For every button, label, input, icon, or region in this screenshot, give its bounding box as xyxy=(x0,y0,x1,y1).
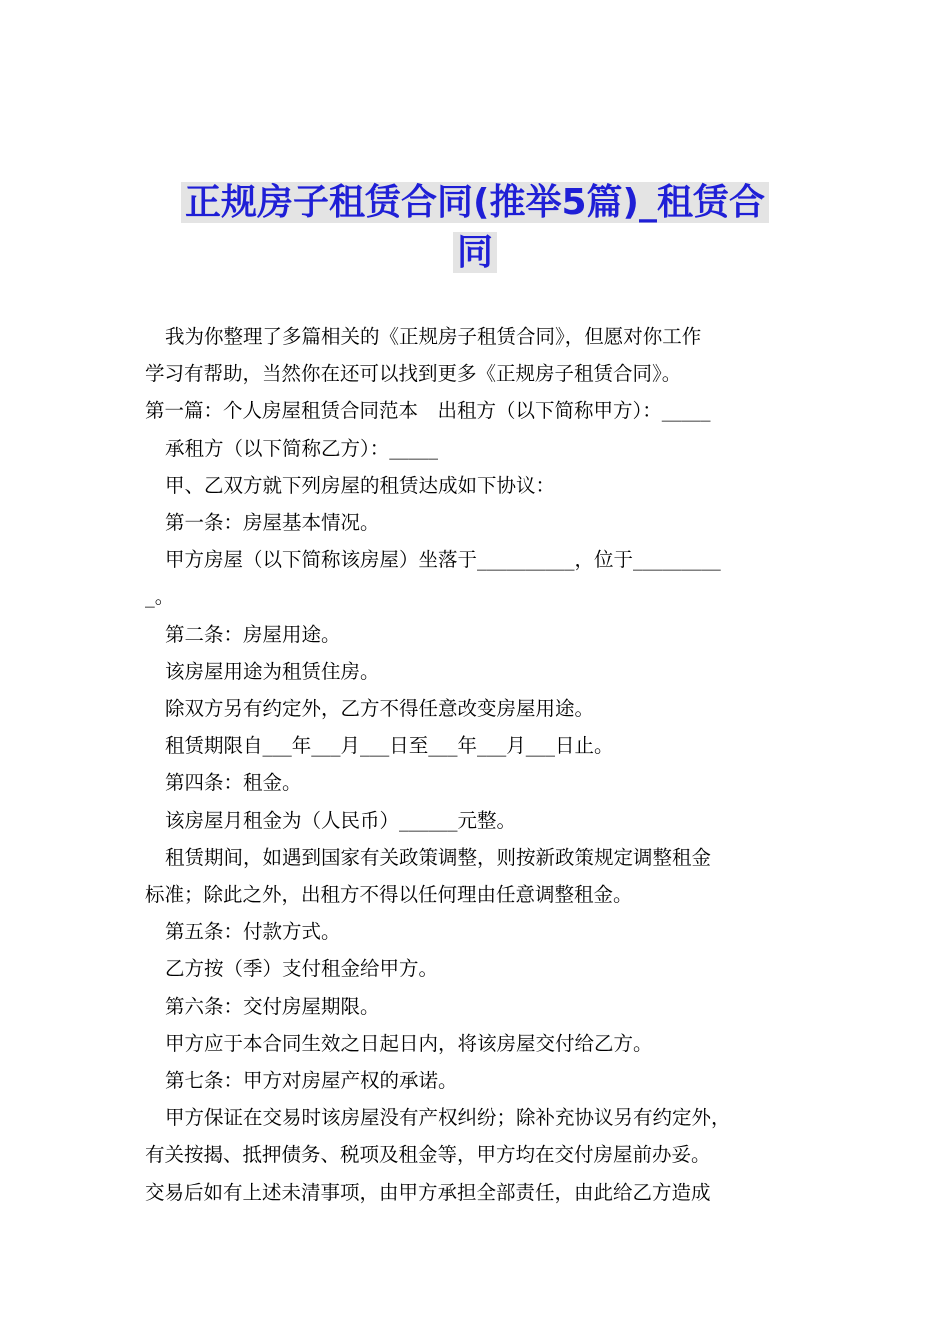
paragraph-line: 第七条：甲方对房屋产权的承诺。 xyxy=(165,1069,458,1093)
document-body xyxy=(145,318,815,1211)
paragraph-line: 标准；除此之外，出租方不得以任何理由任意调整租金。 xyxy=(145,883,633,907)
paragraph-line: 有关按揭、抵押债务、税项及租金等，甲方均在交付房屋前办妥。 xyxy=(145,1143,711,1167)
paragraph-line: 学习有帮助，当然你在还可以找到更多《正规房子租赁合同》。 xyxy=(145,362,682,386)
paragraph-line: 第五条：付款方式。 xyxy=(165,920,341,944)
paragraph-line: 乙方按（季）支付租金给甲方。 xyxy=(165,957,439,981)
paragraph-line: 甲方应于本合同生效之日起日内，将该房屋交付给乙方。 xyxy=(165,1031,653,1055)
paragraph-line: 第六条：交付房屋期限。 xyxy=(165,994,380,1018)
paragraph-line: 除双方另有约定外，乙方不得任意改变房屋用途。 xyxy=(165,697,595,721)
title-line-2: 同 xyxy=(453,232,497,273)
title-line-1: 正规房子租赁合同(推举5篇)_租赁合 xyxy=(181,182,769,223)
paragraph-line: 第一条：房屋基本情况。 xyxy=(165,511,380,535)
paragraph-line: 第四条：租金。 xyxy=(165,771,302,795)
paragraph-line: _。 xyxy=(145,585,175,609)
paragraph-line: 租赁期间，如遇到国家有关政策调整，则按新政策规定调整租金 xyxy=(165,845,712,869)
paragraph-line: 第一篇：个人房屋租赁合同范本 出租方（以下简称甲方）：_____ xyxy=(145,399,711,423)
paragraph-line: 租赁期限自___年___月___日至___年___月___日止。 xyxy=(165,734,614,758)
paragraph-line: 我为你整理了多篇相关的《正规房子租赁合同》，但愿对你工作 xyxy=(165,325,702,348)
paragraph-line: 承租方（以下简称乙方）：_____ xyxy=(165,436,439,460)
paragraph-line: 甲方房屋（以下简称该房屋）坐落于__________，位于_________ xyxy=(165,548,721,572)
document-title xyxy=(120,178,830,278)
paragraph-line: 第二条：房屋用途。 xyxy=(165,622,341,646)
paragraph-line: 交易后如有上述未清事项，由甲方承担全部责任，由此给乙方造成 xyxy=(145,1180,711,1204)
paragraph-line: 该房屋月租金为（人民币）______元整。 xyxy=(165,808,517,832)
paragraph-line: 甲方保证在交易时该房屋没有产权纠纷；除补充协议另有约定外， xyxy=(165,1106,731,1130)
paragraph-line: 甲、乙双方就下列房屋的租赁达成如下协议： xyxy=(165,473,556,497)
paragraph-line: 该房屋用途为租赁住房。 xyxy=(165,659,380,683)
